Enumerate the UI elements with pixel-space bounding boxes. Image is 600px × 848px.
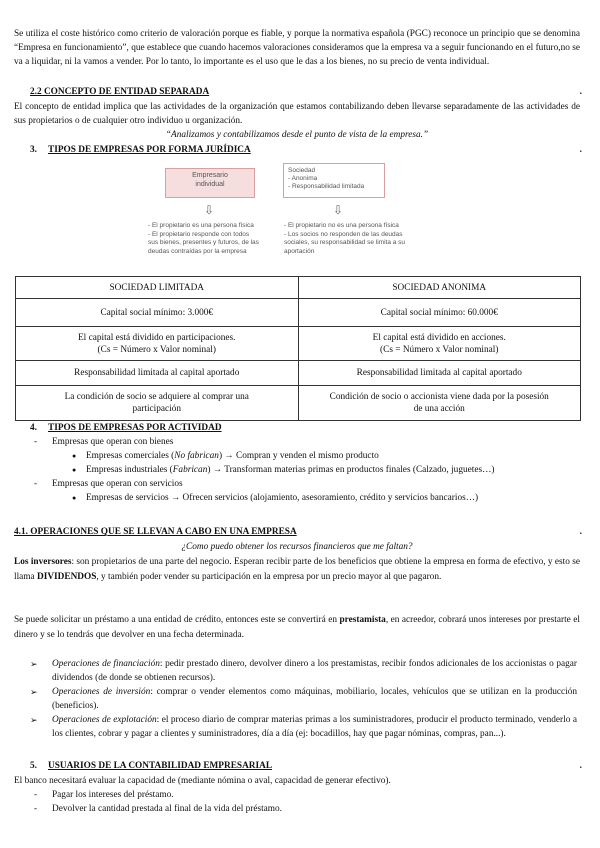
- section-5-list: [52, 788, 577, 816]
- cell-line: La condición de socio se adquiere al comprar una: [64, 392, 249, 402]
- section-3-heading: [30, 144, 582, 157]
- list-emphasis: No fabrican: [174, 451, 219, 461]
- list-item: - Pagar los intereses del préstamo.: [52, 788, 577, 802]
- operation-name: Operaciones de financiación: [52, 659, 160, 669]
- heading-trailing-dot: .: [579, 145, 582, 155]
- left-box-line: individual: [195, 181, 225, 188]
- investors-text: , y también poder vender su participación en la empresa por un precio mayor al que pagaron.: [96, 572, 442, 582]
- table-row: [16, 361, 581, 386]
- table-row: [16, 299, 581, 327]
- section-5-heading: [30, 760, 582, 773]
- down-arrow-icon: ⇩: [333, 203, 344, 217]
- left-note-line: sus bienes, presentes y futuros, de las: [148, 239, 259, 246]
- dividends-term: DIVIDENDOS: [36, 572, 97, 582]
- list-text: ) → Transforman materias primas en productos finales (Calzado, juguetes…): [207, 465, 495, 475]
- left-note-line: - El propietario responde con todos: [148, 230, 250, 238]
- list-item: [86, 449, 582, 463]
- list-item: - Empresas que operan con bienes: [52, 435, 582, 449]
- section-4-1-heading: [14, 526, 582, 539]
- right-note-line: - El propietario no es una persona física: [284, 222, 399, 229]
- list-item: - Devolver la cantidad prestada al final de la vida del préstamo.: [52, 802, 577, 816]
- table-header-cell: SOCIEDAD ANONIMA: [298, 277, 581, 299]
- left-note-line: - El propietario es una persona física: [148, 222, 254, 229]
- section-3-title: TIPOS DE EMPRESAS POR FORMA JURÍDICA: [48, 145, 251, 155]
- heading-trailing-dot: .: [579, 761, 582, 771]
- section-3-number: 3.: [30, 145, 37, 155]
- list-item: [86, 463, 582, 477]
- cell-line: (Cs = Número x Valor nominal): [97, 344, 216, 355]
- cell-line: El capital está dividido en acciones.: [372, 332, 506, 343]
- right-notes: [284, 222, 434, 256]
- table-cell: [298, 386, 581, 421]
- right-box-line: Sociedad: [288, 167, 316, 174]
- heading-trailing-dot: .: [579, 87, 582, 97]
- left-note-line: deudas contraídas por la empresa: [148, 247, 247, 255]
- table-row: [16, 327, 581, 361]
- operation-item: [52, 657, 577, 685]
- operation-text: : pedir prestado dinero, devolver dinero a los prestamistas, recibir fondos adicionales de los accionistas o pagar dividendos (de donde se obtienen recursos).: [52, 659, 577, 683]
- section-2-2-heading: [30, 86, 582, 99]
- operation-name: Operaciones de inversión: [52, 687, 151, 697]
- section-4-heading: [30, 422, 582, 435]
- sociedad-box: [283, 163, 385, 198]
- list-emphasis: Fabrican: [172, 465, 208, 475]
- right-box-line: - Responsabilidad limitada: [288, 183, 365, 190]
- table-cell: Responsabilidad limitada al capital aportado: [16, 361, 299, 386]
- list-item: - Empresas que operan con servicios: [52, 477, 582, 491]
- operation-item: [52, 713, 577, 741]
- list-text: ) → Compran y venden el mismo producto: [218, 451, 379, 461]
- down-arrow-icon: ⇩: [204, 203, 215, 217]
- right-note-line: - Los socios no responden de las deudas: [284, 230, 403, 238]
- section-5-title: USUARIOS DE LA CONTABILIDAD EMPRESARIAL: [48, 761, 273, 771]
- section-4-1-question: ¿Como puedo obtener los recursos financieros que me faltan?: [181, 542, 413, 552]
- list-item: ● Empresas de servicios → Ofrecen servicios (alojamiento, asesoramiento, crédito y servicios bancarios…): [86, 491, 582, 505]
- right-note-line: aportación: [284, 247, 315, 255]
- operation-name: Operaciones de explotación: [52, 715, 157, 725]
- section-2-2-title: 2.2 CONCEPTO DE ENTIDAD SEPARADA: [30, 87, 210, 97]
- operations-list: [52, 657, 577, 741]
- table-row: [16, 386, 581, 421]
- cell-line: (Cs = Número x Valor nominal): [380, 344, 499, 355]
- table-cell: [16, 327, 299, 361]
- table-header-cell: SOCIEDAD LIMITADA: [16, 277, 299, 299]
- lender-term: prestamista: [339, 615, 386, 625]
- table-cell: Responsabilidad limitada al capital aportado: [298, 361, 581, 386]
- investors-text: : son propietarios de una parte del negocio. Esperan recibir parte de los beneficios que obtiene la empresa en forma de efectivo, y esto se llama: [14, 557, 580, 582]
- section-5-paragraph: El banco necesitará evaluar la capacidad de (mediante nómina o aval, capacidad de generar efectivo).: [14, 776, 391, 786]
- cell-line: El capital está dividido en participaciones.: [78, 332, 236, 343]
- intro-paragraph: Se utiliza el coste histórico como criterio de valoración porque es fiable, y porque la normativa española (PGC) reconoce un principio que se denomina “Empresa en funcionamiento”, que establece que cuando hacemos valoraciones consideramos que la empresa va a seguir funcionando en el futuro,no se va a liquidar, ni la vamos a vender. Por lo tanto, lo importante es el uso que le das a los bienes, no su precio de venta individual.: [14, 29, 580, 67]
- section-4-list: [52, 435, 582, 505]
- right-box-line: - Anonima: [288, 175, 318, 182]
- lender-text: Se puede solicitar un préstamo a una entidad de crédito, entonces este se convertirá en: [14, 615, 340, 625]
- section-4-title: TIPOS DE EMPRESAS POR ACTIVIDAD: [48, 423, 222, 433]
- lender-paragraph: [14, 613, 580, 643]
- section-4-number: 4.: [30, 423, 37, 433]
- empresario-individual-box: [165, 168, 255, 198]
- left-box-line: Empresario: [192, 172, 228, 179]
- section-2-2-quote: “Analizamos y contabilizamos desde el punto de vista de la empresa.”: [165, 130, 429, 140]
- operation-text: : comprar o vender elementos como máquinas, mobiliario, locales, vehículos que se utilizan en la producción (beneficios).: [52, 687, 577, 711]
- investors-paragraph: [14, 555, 580, 585]
- operation-item: [52, 685, 577, 713]
- operation-text: : el proceso diario de comprar materias primas a los suministradores, producir el producto terminado, venderlo a los clientes, cobrar y pagar a clientes y suministradores, día a día (ej: bocadillos, hay que pagar nóminas, compras, pan...).: [52, 715, 577, 739]
- heading-trailing-dot: .: [579, 527, 582, 537]
- cell-line: participación: [132, 404, 182, 414]
- cell-line: Condición de socio o accionista viene dada por la posesión: [329, 392, 549, 402]
- table-cell: Capital social mínimo: 3.000€: [16, 299, 299, 327]
- section-4-1-title: 4.1. OPERACIONES QUE SE LLEVAN A CABO EN UNA EMPRESA: [14, 527, 297, 537]
- company-types-table: [15, 276, 581, 421]
- table-header-row: [16, 277, 581, 299]
- lender-text: , en acreedor, cobrará unos intereses por prestarte el dinero y se lo tendrás que devolver en una fecha determinada.: [14, 615, 581, 640]
- table-cell: [298, 327, 581, 361]
- list-text: Empresas industriales (: [86, 465, 173, 475]
- investors-label: Los inversores: [14, 557, 72, 567]
- table-cell: Capital social mínimo: 60.000€: [298, 299, 581, 327]
- cell-line: de una acción: [413, 404, 465, 414]
- section-5-number: 5.: [30, 761, 37, 771]
- left-notes: [148, 222, 283, 256]
- table-cell: [16, 386, 299, 421]
- section-2-2-paragraph: El concepto de entidad implica que las actividades de la organización que estamos contabilizando deben llevarse separadamente de las actividades de sus propietarios o de cualquier otro individuo u organización.: [14, 102, 580, 126]
- list-text: Empresas comerciales (: [86, 451, 175, 461]
- right-note-line: sociales, su responsabilidad se limita a su: [284, 239, 406, 246]
